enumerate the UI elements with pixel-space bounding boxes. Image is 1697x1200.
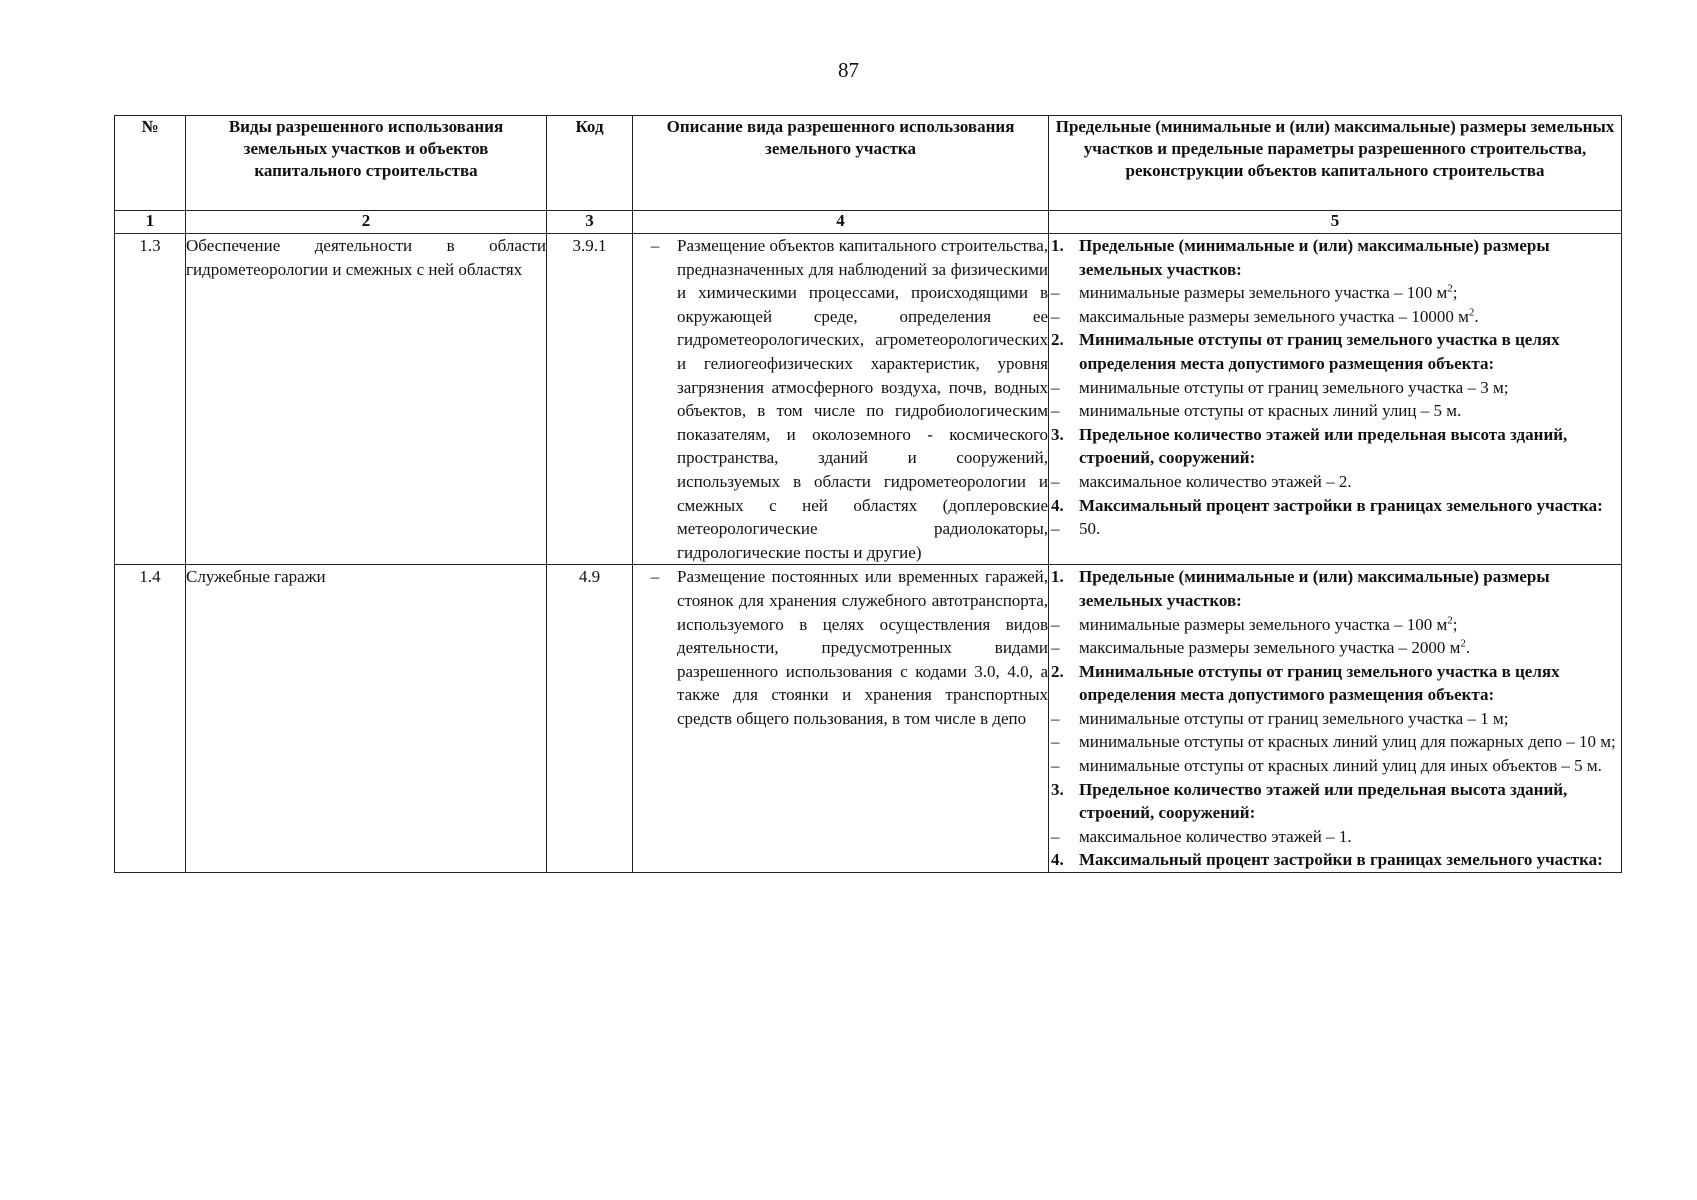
limit-text: максимальное количество этажей – 2. <box>1079 471 1352 491</box>
limit-text-wrap <box>1079 517 1621 541</box>
limit-text-wrap <box>1079 754 1621 778</box>
limit-text: минимальные отступы от границ земельного участка – 1 м; <box>1079 708 1509 728</box>
limit-item <box>1049 305 1621 329</box>
limit-item <box>1049 707 1621 731</box>
dash-marker: – <box>650 567 660 587</box>
limit-text-wrap <box>1079 494 1621 518</box>
limit-marker: – <box>1051 471 1060 491</box>
limit-text: Минимальные отступы от границ земельного участка в целях определения места допустимого размещения объекта: <box>1079 330 1560 373</box>
limit-text-wrap <box>1079 305 1621 329</box>
limit-marker: – <box>1051 401 1060 421</box>
dash-marker: – <box>650 236 660 255</box>
limit-marker: – <box>1051 732 1060 752</box>
column-number: 2 <box>186 211 547 234</box>
limit-text: максимальное количество этажей – 1. <box>1079 826 1352 846</box>
limit-marker: – <box>1051 708 1060 728</box>
table-row <box>115 565 1622 873</box>
limit-text: Предельные (минимальные и (или) максимальные) размеры земельных участков: <box>1079 236 1550 279</box>
limit-text-wrap <box>1079 399 1621 423</box>
use-code: 3.9.1 <box>547 234 633 565</box>
limit-text: 50. <box>1079 519 1101 539</box>
limit-punctuation: ; <box>1452 283 1458 303</box>
limit-heading <box>1049 848 1621 872</box>
limit-item <box>1049 517 1621 541</box>
limit-text-wrap <box>1079 848 1621 872</box>
limit-heading <box>1049 565 1621 612</box>
limit-item <box>1049 636 1621 660</box>
land-use-table <box>114 115 1622 873</box>
use-type-name: Служебные гаражи <box>186 565 547 873</box>
limit-marker: 3. <box>1051 424 1064 444</box>
limit-heading <box>1049 234 1621 281</box>
page-number: 87 <box>838 58 859 82</box>
limit-text-wrap <box>1079 470 1621 494</box>
limit-text: максимальные размеры земельного участка – 2000 м <box>1079 638 1461 658</box>
limit-item <box>1049 399 1621 423</box>
limit-punctuation: . <box>1474 306 1479 326</box>
header-use-type: Виды разрешенного использования земельных участков и объектов капитального строительства <box>186 116 547 211</box>
limits-cell <box>1049 234 1622 565</box>
limit-text: минимальные размеры земельного участка – 100 м <box>1079 614 1448 634</box>
use-description: Размещение объектов капитального строительства, предназначенных для наблюдений за физическими и химическими процессами, происходящими в окружающей среде, определения ее гидрометеорологических, агрометеорологических и гелиогеофизических характеристик, уровня загрязнения атмосферного воздуха, почв, водных объектов, в том числе по гидробиологическим показателям, и околоземного - космического пространства, зданий и сооружений, используемых в области гидрометеорологии и смежных с ней областях (доплеровские метеорологические радиолокаторы, гидрологические посты и другие) <box>677 236 1048 562</box>
limit-heading <box>1049 778 1621 825</box>
limit-item <box>1049 613 1621 637</box>
limit-marker: – <box>1051 306 1060 326</box>
superscript: 2 <box>1447 613 1453 626</box>
limit-text: Максимальный процент застройки в границах земельного участка: <box>1079 495 1603 515</box>
limit-marker: – <box>1051 519 1060 539</box>
use-code: 4.9 <box>547 565 633 873</box>
limit-marker: – <box>1051 283 1060 303</box>
header-code: Код <box>547 116 633 211</box>
use-description-cell <box>633 234 1049 565</box>
table-row <box>115 234 1622 565</box>
limit-heading <box>1049 660 1621 707</box>
limit-heading <box>1049 423 1621 470</box>
limit-text-wrap <box>1079 565 1621 612</box>
limit-text-wrap <box>1079 328 1621 375</box>
column-number: 4 <box>633 211 1049 234</box>
row-number: 1.3 <box>115 234 186 565</box>
column-number-row <box>115 211 1622 234</box>
superscript: 2 <box>1460 637 1466 650</box>
header-row <box>115 116 1622 211</box>
limit-text-wrap <box>1079 778 1621 825</box>
limit-text-wrap <box>1079 376 1621 400</box>
header-number: № <box>115 116 186 211</box>
limit-marker: 3. <box>1051 779 1064 799</box>
limit-heading <box>1049 328 1621 375</box>
limit-text: минимальные отступы от красных линий улиц – 5 м. <box>1079 401 1462 421</box>
limit-text-wrap <box>1079 281 1621 305</box>
limit-text-wrap <box>1079 660 1621 707</box>
limit-marker: 2. <box>1051 661 1064 681</box>
limit-text: Предельное количество этажей или предельная высота зданий, строений, сооружений: <box>1079 779 1568 823</box>
limit-text: минимальные отступы от границ земельного участка – 3 м; <box>1079 377 1509 397</box>
limit-heading <box>1049 494 1621 518</box>
limit-item <box>1049 470 1621 494</box>
limit-text: минимальные отступы от красных линий улиц для пожарных депо – 10 м; <box>1079 732 1616 752</box>
limit-text-wrap <box>1079 636 1621 660</box>
column-number: 3 <box>547 211 633 234</box>
use-description: Размещение постоянных или временных гаражей, стоянок для хранения служебного автотранспорта, используемого в целях осуществления видов деятельности, предусмотренных видами разрешенного использования с кодами 3.0, 4.0, а также для стоянки и хранения транспортных средств общего пользования, в том числе в депо <box>677 567 1048 728</box>
header-limits: Предельные (минимальные и (или) максимальные) размеры земельных участков и предельные параметры разрешенного строительства, реконструкции объектов капитального строительства <box>1049 116 1622 211</box>
limit-text: минимальные отступы от красных линий улиц для иных объектов – 5 м. <box>1079 756 1602 776</box>
column-number: 1 <box>115 211 186 234</box>
limit-item <box>1049 825 1621 849</box>
use-description-cell <box>633 565 1049 873</box>
limit-text: Максимальный процент застройки в границах земельного участка: <box>1079 850 1603 870</box>
limit-text: Предельное количество этажей или предельная высота зданий, строений, сооружений: <box>1079 424 1568 468</box>
limit-text: Минимальные отступы от границ земельного участка в целях определения места допустимого размещения объекта: <box>1079 661 1560 705</box>
limit-text-wrap <box>1079 613 1621 637</box>
row-number: 1.4 <box>115 565 186 873</box>
limit-text-wrap <box>1079 825 1621 849</box>
limit-text: минимальные размеры земельного участка – 100 м <box>1079 283 1448 303</box>
limit-marker: 2. <box>1051 330 1064 350</box>
limit-item <box>1049 281 1621 305</box>
superscript: 2 <box>1468 306 1475 319</box>
limit-item <box>1049 754 1621 778</box>
limit-text-wrap <box>1079 707 1621 731</box>
limit-marker: – <box>1051 638 1060 658</box>
superscript: 2 <box>1447 282 1453 295</box>
limit-marker: 4. <box>1051 850 1064 870</box>
limit-marker: – <box>1051 756 1060 776</box>
limit-marker: 4. <box>1051 495 1064 515</box>
limit-marker: 1. <box>1051 236 1064 255</box>
limit-text-wrap <box>1079 423 1621 470</box>
use-type-name: Обеспечение деятельности в области гидрометеорологии и смежных с ней областях <box>186 234 547 565</box>
limit-text-wrap <box>1079 234 1621 281</box>
limit-item <box>1049 376 1621 400</box>
limit-text: Предельные (минимальные и (или) максимальные) размеры земельных участков: <box>1079 567 1550 610</box>
limit-punctuation: ; <box>1452 614 1458 634</box>
limit-marker: 1. <box>1051 567 1064 587</box>
limits-cell <box>1049 565 1622 873</box>
limit-marker: – <box>1051 826 1060 846</box>
column-number: 5 <box>1049 211 1622 234</box>
limit-text: максимальные размеры земельного участка – 10000 м <box>1079 306 1469 326</box>
limit-marker: – <box>1051 377 1060 397</box>
limit-marker: – <box>1051 614 1060 634</box>
limit-item <box>1049 730 1621 754</box>
header-description: Описание вида разрешенного использования земельного участка <box>633 116 1049 211</box>
limit-punctuation: . <box>1465 638 1471 658</box>
limit-text-wrap <box>1079 730 1621 754</box>
